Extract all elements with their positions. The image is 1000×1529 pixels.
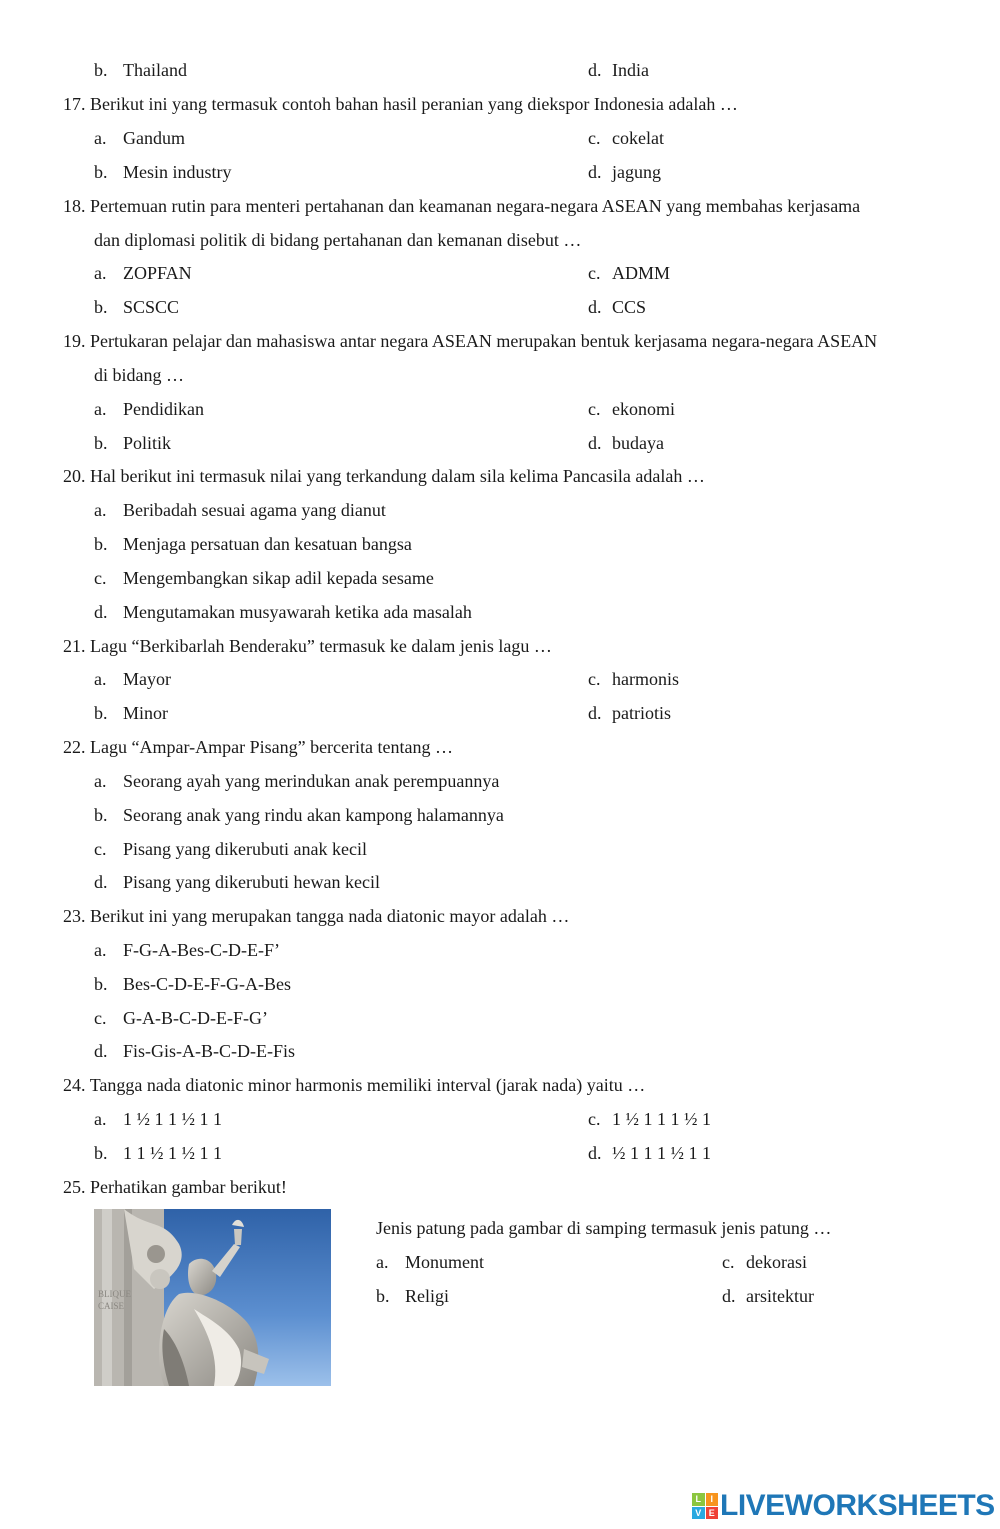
q22-option-a[interactable]: a. Seorang ayah yang merindukan anak perempuannya: [94, 771, 500, 791]
q18-question-cont: dan diplomasi politik di bidang pertahanan dan kemanan disebut …: [94, 230, 582, 250]
q18-option-b[interactable]: b. SCSCC: [94, 297, 180, 317]
q21-option-d[interactable]: d. patriotis: [588, 703, 671, 723]
q16-option-b[interactable]: b. Thailand: [94, 60, 187, 80]
svg-text:BLIQUE: BLIQUE: [98, 1289, 131, 1299]
q24-option-d[interactable]: d. ½ 1 1 1 ½ 1 1: [588, 1143, 711, 1163]
q21-option-b[interactable]: b. Minor: [94, 703, 168, 723]
liveworksheets-icon: L I V E: [692, 1493, 718, 1519]
q25-option-a[interactable]: a. Monument: [376, 1252, 484, 1272]
q17-question: 17. Berikut ini yang termasuk contoh bahan hasil peranian yang diekspor Indonesia adalah …: [63, 94, 738, 114]
q24-option-a[interactable]: a. 1 ½ 1 1 ½ 1 1: [94, 1109, 222, 1129]
q25-option-c[interactable]: c. dekorasi: [722, 1252, 807, 1272]
q19-option-b[interactable]: b. Politik: [94, 433, 172, 453]
q19-option-a[interactable]: a. Pendidikan: [94, 399, 204, 419]
q18-option-a[interactable]: a. ZOPFAN: [94, 263, 192, 283]
q19-question-cont: di bidang …: [94, 365, 184, 385]
q20-option-d[interactable]: d. Mengutamakan musyawarah ketika ada masalah: [94, 602, 472, 622]
q18-option-c[interactable]: c. ADMM: [588, 263, 671, 283]
q24-question: 24. Tangga nada diatonic minor harmonis memiliki interval (jarak nada) yaitu …: [63, 1075, 646, 1095]
q19-option-d[interactable]: d. budaya: [588, 433, 664, 453]
statue-image: [94, 1209, 331, 1386]
q21-option-a[interactable]: a. Mayor: [94, 669, 171, 689]
q23-option-a[interactable]: a. F-G-A-Bes-C-D-E-F’: [94, 940, 280, 960]
q23-option-d[interactable]: d. Fis-Gis-A-B-C-D-E-Fis: [94, 1041, 296, 1061]
brand-text: LIVEWORKSHEETS: [720, 1489, 995, 1522]
q23-option-c[interactable]: c. G-A-B-C-D-E-F-G’: [94, 1008, 268, 1028]
q20-option-a[interactable]: a. Beribadah sesuai agama yang dianut: [94, 500, 386, 520]
q19-question: 19. Pertukaran pelajar dan mahasiswa antar negara ASEAN merupakan bentuk kerjasama negara-negara ASEAN: [63, 331, 878, 351]
q25-prompt: Jenis patung pada gambar di samping termasuk jenis patung …: [376, 1218, 832, 1238]
q25-option-b[interactable]: b. Religi: [376, 1286, 449, 1306]
q22-option-d[interactable]: d. Pisang yang dikerubuti hewan kecil: [94, 872, 380, 892]
q24-option-c[interactable]: c. 1 ½ 1 1 1 ½ 1: [588, 1109, 711, 1129]
q17-option-c[interactable]: c. cokelat: [588, 128, 664, 148]
q23-option-b[interactable]: b. Bes-C-D-E-F-G-A-Bes: [94, 974, 291, 994]
q22-question: 22. Lagu “Ampar-Ampar Pisang” bercerita tentang …: [63, 737, 453, 757]
q25-option-d[interactable]: d. arsitektur: [722, 1286, 814, 1306]
q17-option-a[interactable]: a. Gandum: [94, 128, 185, 148]
liveworksheets-logo[interactable]: [692, 1491, 995, 1521]
q22-option-c[interactable]: c. Pisang yang dikerubuti anak kecil: [94, 839, 367, 859]
svg-text:CAISE: CAISE: [98, 1301, 125, 1311]
q22-option-b[interactable]: b. Seorang anak yang rindu akan kampong halamannya: [94, 805, 504, 825]
q21-option-c[interactable]: c. harmonis: [588, 669, 679, 689]
q20-option-b[interactable]: b. Menjaga persatuan dan kesatuan bangsa: [94, 534, 412, 554]
q25-question: 25. Perhatikan gambar berikut!: [63, 1177, 287, 1197]
q18-option-d[interactable]: d. CCS: [588, 297, 647, 317]
q19-option-c[interactable]: c. ekonomi: [588, 399, 675, 419]
q21-question: 21. Lagu “Berkibarlah Benderaku” termasuk ke dalam jenis lagu …: [63, 636, 552, 656]
q24-option-b[interactable]: b. 1 1 ½ 1 ½ 1 1: [94, 1143, 222, 1163]
q18-question: 18. Pertemuan rutin para menteri pertahanan dan keamanan negara-negara ASEAN yang membahas kerjasama: [63, 196, 861, 216]
q20-question: 20. Hal berikut ini termasuk nilai yang terkandung dalam sila kelima Pancasila adalah …: [63, 466, 705, 486]
q23-question: 23. Berikut ini yang merupakan tangga nada diatonic mayor adalah …: [63, 906, 570, 926]
q16-option-d[interactable]: d. India: [588, 60, 649, 80]
q17-option-d[interactable]: d. jagung: [588, 162, 661, 182]
q20-option-c[interactable]: c. Mengembangkan sikap adil kepada sesame: [94, 568, 434, 588]
q17-option-b[interactable]: b. Mesin industry: [94, 162, 232, 182]
